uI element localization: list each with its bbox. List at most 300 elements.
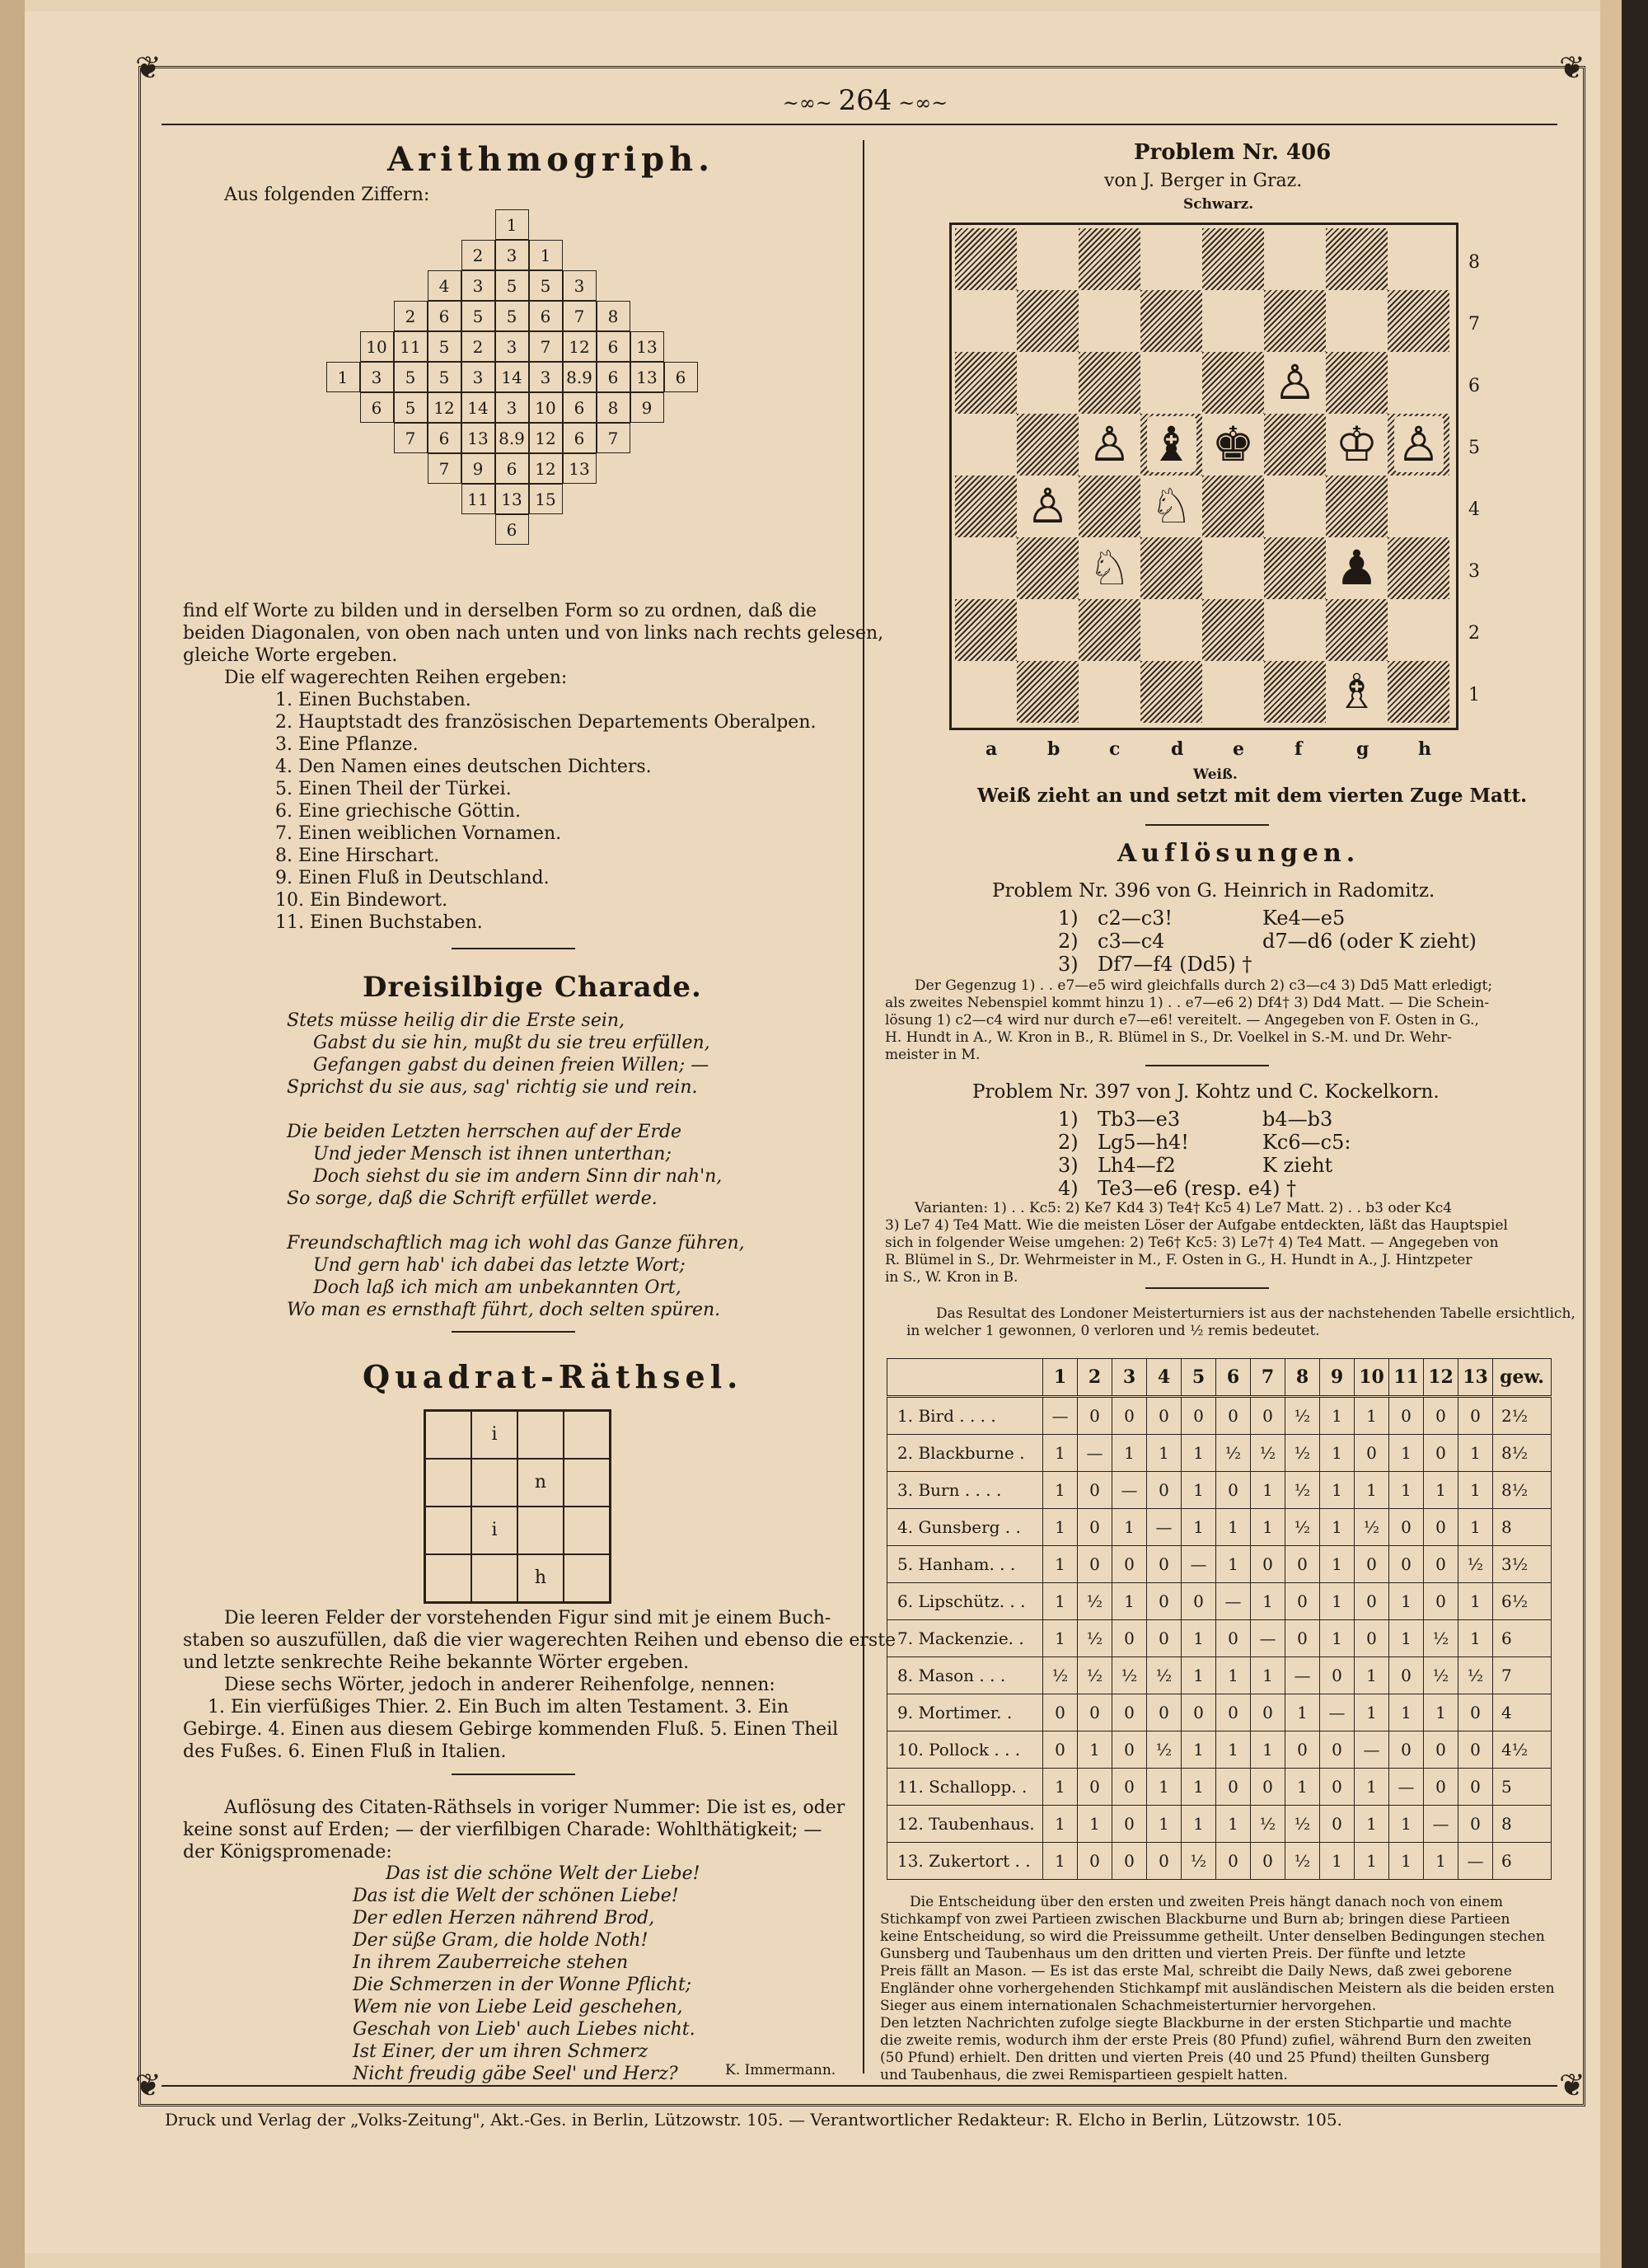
result-cell: 0 (1147, 1694, 1182, 1731)
result-cell: 0 (1458, 1731, 1493, 1769)
result-cell: 0 (1112, 1769, 1147, 1806)
chess-piece-icon (1079, 537, 1140, 599)
result-cell: 1 (1424, 1472, 1458, 1509)
column-header: 5 (1182, 1359, 1216, 1397)
quadrat-cell: n (517, 1459, 564, 1507)
p396-title: Problem Nr. 396 von G. Heinrich in Radomitz. (992, 880, 1435, 902)
board-square (955, 476, 1017, 537)
text-line: Diese sechs Wörter, jedoch in anderer Reihenfolge, nennen: (224, 1675, 775, 1695)
board-square (1079, 661, 1140, 723)
results-table (887, 1358, 1552, 1880)
text-line: 1. Ein vierfüßiges Thier. 2. Ein Buch im alten Testament. 3. Ein (208, 1697, 789, 1717)
result-cell: 1 (1320, 1583, 1355, 1620)
charade-poem (287, 1010, 745, 1343)
result-cell: 1 (1043, 1843, 1078, 1880)
result-cell: ½ (1285, 1435, 1320, 1472)
rank-label: 6 (1468, 376, 1480, 396)
section-rule (452, 1331, 575, 1333)
board-square (1388, 661, 1449, 723)
player-name: 11. Schallopp. . (887, 1769, 1043, 1806)
white-move: c2—c3! (1098, 907, 1173, 930)
board-square (1202, 476, 1264, 537)
file-label: c (1109, 738, 1121, 760)
result-cell: 0 (1182, 1694, 1216, 1731)
board-square (1202, 599, 1264, 661)
result-cell: 1 (1182, 1509, 1216, 1546)
result-cell: 0 (1355, 1583, 1389, 1620)
list-item: 10. Ein Bindewort. (275, 890, 448, 911)
chess-piece-icon (1017, 476, 1079, 537)
result-cell: 1 (1112, 1583, 1147, 1620)
result-cell: 1 (1251, 1657, 1285, 1694)
diamond-cell: 6 (360, 392, 394, 423)
result-cell: ½ (1355, 1509, 1389, 1546)
result-cell: ½ (1043, 1657, 1078, 1694)
score-cell: 6 (1493, 1620, 1552, 1657)
table-row (887, 1509, 1552, 1546)
quadrat-cell (564, 1554, 610, 1602)
diamond-cell: 11 (394, 331, 428, 362)
next-page-edge (1600, 0, 1648, 2268)
text-line: Auflösung des Citaten-Räthsels in voriger Nummer: Die ist es, oder (224, 1797, 845, 1818)
list-item: 1. Einen Buchstaben. (275, 690, 471, 710)
list-item: 4. Den Namen eines deutschen Dichters. (275, 757, 652, 777)
table-row (887, 1769, 1552, 1806)
text-line: beiden Diagonalen, von oben nach unten und von links nach rechts gelesen, (183, 623, 884, 644)
arithmogriph-list (275, 689, 816, 934)
result-cell: 1 (1216, 1731, 1251, 1769)
note-line: R. Blümel in S., Dr. Wehrmeister in M., F. Osten in G., H. Hundt in A., J. Hintzpeter (885, 1252, 1472, 1268)
result-cell: 1 (1355, 1769, 1389, 1806)
result-cell: 0 (1424, 1731, 1458, 1769)
score-cell: 8½ (1493, 1435, 1552, 1472)
result-cell: 1 (1043, 1509, 1078, 1546)
result-cell: ½ (1078, 1620, 1112, 1657)
chess-piece-icon (1264, 352, 1326, 414)
score-cell: 6 (1493, 1843, 1552, 1880)
list-item: 11. Einen Buchstaben. (275, 912, 483, 933)
result-cell: 0 (1078, 1843, 1112, 1880)
poem-line: Nicht freudig gäbe Seel' und Herz? (353, 2064, 678, 2084)
result-cell: 1 (1389, 1583, 1424, 1620)
diamond-cell: 6 (563, 392, 597, 423)
move-row (1058, 907, 1477, 930)
corner-ornament-icon: ❦ (1559, 49, 1585, 86)
note-line: 3) Le7 4) Te4 Matt. Wie die meisten Löser der Aufgabe entdeckten, läßt das Hauptspiel (885, 1217, 1508, 1234)
result-cell: 1 (1424, 1843, 1458, 1880)
koenigspromenade-poem (353, 1863, 700, 2085)
result-cell: 1 (1043, 1546, 1078, 1583)
board-square (1017, 290, 1079, 352)
quadrat-grid (424, 1409, 611, 1604)
chess-piece-icon (1140, 414, 1202, 476)
table-row (887, 1657, 1552, 1694)
result-cell: — (1355, 1731, 1389, 1769)
piece-glyph: ♚ (1209, 416, 1258, 472)
result-cell: ½ (1112, 1657, 1147, 1694)
chess-piece-icon (1326, 414, 1388, 476)
section-rule (1145, 824, 1269, 826)
note-line: als zweites Nebenspiel kommt hinzu 1) . . e7—e6 2) Df4† 3) Dd4 Matt. — Die Schein- (885, 995, 1490, 1011)
note-line: (50 Pfund) erhielt. Den dritten und vierten Preis (40 und 25 Pfund) theilten Gunsberg (880, 2050, 1490, 2066)
board-square (1017, 352, 1079, 414)
quadrat-cell (425, 1554, 471, 1602)
diamond-cell: 9 (630, 392, 664, 423)
arithmogriph-intro: Aus folgenden Ziffern: (224, 185, 430, 205)
text-line: Die leeren Felder der vorstehenden Figur sind mit je einem Buch- (224, 1608, 831, 1628)
white-move: Lg5—h4! (1098, 1131, 1189, 1154)
result-cell: 0 (1285, 1583, 1320, 1620)
diamond-cell: 10 (360, 331, 394, 362)
result-cell: 0 (1285, 1620, 1320, 1657)
black-move: Kc6—c5: (1262, 1131, 1351, 1154)
result-cell: ½ (1285, 1843, 1320, 1880)
move-row (1058, 1108, 1351, 1131)
result-cell: 0 (1182, 1583, 1216, 1620)
diamond-cell: 7 (529, 331, 563, 362)
table-header-row (887, 1359, 1552, 1397)
result-cell: 0 (1112, 1546, 1147, 1583)
diamond-cell: 12 (529, 423, 563, 453)
p396-moves (1058, 907, 1477, 976)
result-cell: 1 (1320, 1546, 1355, 1583)
diamond-cell: 5 (428, 331, 461, 362)
score-cell: 5 (1493, 1769, 1552, 1806)
diamond-cell: 6 (664, 362, 698, 392)
score-cell: 2½ (1493, 1397, 1552, 1435)
sum-header: gew. (1493, 1359, 1552, 1397)
list-item: 8. Eine Hirschart. (275, 846, 440, 866)
result-cell: 0 (1251, 1397, 1285, 1435)
move-number: 1) (1058, 907, 1079, 930)
text-line: und letzte senkrechte Reihe bekannte Wörter ergeben. (183, 1652, 690, 1673)
quadrat-cell: h (517, 1554, 564, 1602)
section-rule (1145, 1287, 1269, 1289)
table-row (887, 1806, 1552, 1843)
result-cell: — (1389, 1769, 1424, 1806)
result-cell: — (1216, 1583, 1251, 1620)
result-cell: 1 (1355, 1806, 1389, 1843)
list-item: 6. Eine griechische Göttin. (275, 801, 521, 822)
stanza-gap (287, 1210, 745, 1232)
tournament-intro (906, 1305, 1575, 1340)
note-line: Varianten: 1) . . Kc5: 2) Ke7 Kd4 3) Te4† Kc5 4) Le7 Matt. 2) . . b3 oder Kc4 (915, 1200, 1453, 1216)
column-header: 1 (1043, 1359, 1078, 1397)
result-cell: 1 (1216, 1657, 1251, 1694)
column-header: 6 (1216, 1359, 1251, 1397)
result-cell: 1 (1355, 1472, 1389, 1509)
diamond-cell: 1 (326, 362, 360, 392)
result-cell: 0 (1216, 1472, 1251, 1509)
move-row (1058, 1131, 1351, 1154)
column-header: 9 (1320, 1359, 1355, 1397)
piece-glyph: ♙ (1085, 416, 1135, 472)
board-square (955, 661, 1017, 723)
diamond-cell: 13 (563, 453, 597, 484)
poem-line: Sprichst du sie aus, sag' richtig sie und rein. (287, 1077, 698, 1098)
chess-piece-icon (1326, 661, 1388, 723)
board-square (1264, 599, 1326, 661)
poem-line: Der edlen Herzen nährend Brod, (353, 1908, 655, 1928)
piece-glyph: ♟ (1332, 540, 1382, 596)
diamond-cell: 2 (394, 301, 428, 331)
file-label: d (1171, 738, 1184, 760)
poem-author: K. Immermann. (725, 2062, 836, 2078)
result-cell: 1 (1182, 1620, 1216, 1657)
poem-line: Das ist die schöne Welt der Liebe! (386, 1863, 700, 1884)
result-cell: ½ (1147, 1731, 1182, 1769)
diamond-cell: 13 (461, 423, 495, 453)
diamond-cell: 3 (529, 362, 563, 392)
result-cell: 0 (1424, 1509, 1458, 1546)
column-header: 4 (1147, 1359, 1182, 1397)
footer-rule (162, 2085, 1557, 2087)
result-cell: 1 (1320, 1509, 1355, 1546)
result-cell: 1 (1320, 1397, 1355, 1435)
result-cell: 1 (1424, 1694, 1458, 1731)
poem-line: So sorge, daß die Schrift erfüllet werde. (287, 1188, 658, 1209)
result-cell: 0 (1078, 1509, 1112, 1546)
board-square (1017, 661, 1079, 723)
piece-glyph: ♝ (1147, 416, 1196, 472)
table-row (887, 1843, 1552, 1880)
result-cell: ½ (1285, 1472, 1320, 1509)
result-cell: 0 (1182, 1397, 1216, 1435)
diamond-cell: 6 (597, 331, 630, 362)
board-square (955, 414, 1017, 476)
result-cell: 0 (1147, 1843, 1182, 1880)
result-cell: 0 (1112, 1694, 1147, 1731)
player-name: 1. Bird . . . . (887, 1397, 1043, 1435)
section-rule (452, 948, 575, 949)
result-cell: 0 (1424, 1435, 1458, 1472)
poem-line: Doch laß ich mich am unbekannten Ort, (313, 1277, 681, 1298)
result-cell: 0 (1424, 1397, 1458, 1435)
text-line: find elf Worte zu bilden und in derselben Form so zu ordnen, daß die (183, 601, 817, 621)
text-line: gleiche Worte ergeben. (183, 645, 398, 666)
diamond-cell: 8 (597, 392, 630, 423)
result-cell: 1 (1112, 1509, 1147, 1546)
text-line: der Königspromenade: (183, 1842, 392, 1863)
rank-label: 3 (1468, 561, 1480, 582)
result-cell: ½ (1285, 1509, 1320, 1546)
board-square (955, 290, 1017, 352)
result-cell: 0 (1424, 1583, 1458, 1620)
player-name: 6. Lipschütz. . . (887, 1583, 1043, 1620)
diamond-cell: 6 (495, 514, 529, 545)
result-cell: 1 (1355, 1843, 1389, 1880)
rank-label: 2 (1468, 623, 1480, 644)
result-cell: ½ (1251, 1435, 1285, 1472)
note-line: lösung 1) c2—c4 wird nur durch e7—e6! vereitelt. — Angegeben von F. Osten in G., (885, 1012, 1479, 1029)
quadrat-cell (517, 1411, 564, 1459)
result-cell: 0 (1147, 1620, 1182, 1657)
move-row (1058, 953, 1477, 976)
result-cell: 0 (1216, 1397, 1251, 1435)
player-name: 9. Mortimer. . (887, 1694, 1043, 1731)
diamond-cell: 14 (461, 392, 495, 423)
board-square (1079, 352, 1140, 414)
piece-glyph: ♙ (1394, 416, 1444, 472)
player-name: 4. Gunsberg . . (887, 1509, 1043, 1546)
board-square (1140, 537, 1202, 599)
result-cell: 1 (1320, 1435, 1355, 1472)
result-cell: 0 (1389, 1731, 1424, 1769)
problem-caption: Weiß zieht an und setzt mit dem vierten Zuge Matt. (977, 785, 1528, 807)
board-square (1264, 661, 1326, 723)
result-cell: — (1424, 1806, 1458, 1843)
chess-piece-icon (1326, 537, 1388, 599)
board-square (1202, 290, 1264, 352)
table-row (887, 1397, 1552, 1435)
result-cell: 1 (1182, 1769, 1216, 1806)
diamond-cell: 6 (597, 362, 630, 392)
move-row (1058, 930, 1477, 953)
board-square (1017, 599, 1079, 661)
note-line: Sieger aus einem internationalen Schachmeisterturnier hervorgehen. (880, 1998, 1377, 2014)
result-cell: ½ (1424, 1657, 1458, 1694)
board-square (1202, 228, 1264, 290)
move-row (1058, 1154, 1351, 1177)
board-square (1140, 290, 1202, 352)
move-number: 1) (1058, 1108, 1079, 1131)
diamond-cell: 11 (461, 484, 495, 514)
file-label: g (1356, 738, 1369, 760)
result-cell: 1 (1147, 1435, 1182, 1472)
result-cell: ½ (1216, 1435, 1251, 1472)
column-header: 8 (1285, 1359, 1320, 1397)
diamond-cell: 1 (495, 209, 529, 240)
list-item: 3. Eine Pflanze. (275, 734, 419, 755)
diamond-cell: 1 (529, 240, 563, 270)
result-cell: 1 (1320, 1843, 1355, 1880)
poem-line: Wo man es ernsthaft führt, doch selten spüren. (287, 1300, 721, 1320)
text-line: staben so auszufüllen, daß die vier wagerechten Reihen und ebenso die erste (183, 1630, 897, 1651)
result-cell: 0 (1424, 1769, 1458, 1806)
text-line: Die elf wagerechten Reihen ergeben: (224, 668, 568, 688)
page-number: ~∞~ 264 ~∞~ (782, 84, 948, 117)
result-cell: 1 (1182, 1435, 1216, 1472)
result-cell: 1 (1216, 1546, 1251, 1583)
diamond-cell: 6 (563, 423, 597, 453)
solution-text (183, 1797, 845, 1863)
result-cell: 1 (1182, 1806, 1216, 1843)
board-square (1079, 599, 1140, 661)
score-cell: 7 (1493, 1657, 1552, 1694)
quadrat-title: Quadrat-Räthsel. (363, 1358, 743, 1395)
player-name: 5. Hanham. . . (887, 1546, 1043, 1583)
result-cell: 0 (1285, 1546, 1320, 1583)
result-cell: 1 (1147, 1806, 1182, 1843)
poem-line: Doch siehst du sie im andern Sinn dir nah'n, (313, 1166, 723, 1187)
result-cell: 0 (1112, 1843, 1147, 1880)
result-cell: — (1078, 1435, 1112, 1472)
result-cell: 0 (1355, 1620, 1389, 1657)
result-cell: 0 (1112, 1806, 1147, 1843)
problem-title: Problem Nr. 406 (1134, 140, 1332, 165)
result-cell: 1 (1389, 1435, 1424, 1472)
rank-label: 1 (1468, 685, 1480, 705)
list-item: 9. Einen Fluß in Deutschland. (275, 868, 550, 888)
diamond-cell: 5 (394, 362, 428, 392)
white-move: Df7—f4 (Dd5) † (1098, 953, 1252, 976)
file-label: f (1295, 738, 1303, 760)
result-cell: 0 (1147, 1397, 1182, 1435)
diamond-cell: 4 (428, 270, 461, 301)
result-cell: — (1285, 1657, 1320, 1694)
player-name: 8. Mason . . . (887, 1657, 1043, 1694)
note-line: Stichkampf von zwei Partieen zwischen Blackburne und Burn ab; bringen diese Partieen (880, 1911, 1510, 1928)
white-move: Te3—e6 (resp. e4) † (1098, 1177, 1297, 1200)
diamond-cell: 15 (529, 484, 563, 514)
white-move: Lh4—f2 (1098, 1154, 1176, 1177)
file-label: b (1047, 738, 1060, 760)
result-cell: ½ (1458, 1657, 1493, 1694)
board-square (1388, 476, 1449, 537)
result-cell: 1 (1078, 1731, 1112, 1769)
result-cell: ½ (1285, 1806, 1320, 1843)
white-move: c3—c4 (1098, 930, 1165, 953)
score-cell: 8 (1493, 1806, 1552, 1843)
result-cell: 1 (1182, 1472, 1216, 1509)
result-cell: 0 (1389, 1397, 1424, 1435)
table-row (887, 1583, 1552, 1620)
piece-glyph: ♘ (1085, 540, 1135, 596)
result-cell: 0 (1216, 1620, 1251, 1657)
note-line: in welcher 1 gewonnen, 0 verloren und ½ remis bedeutet. (906, 1323, 1320, 1339)
board-square (955, 599, 1017, 661)
result-cell: 0 (1389, 1509, 1424, 1546)
result-cell: 1 (1320, 1472, 1355, 1509)
player-name: 13. Zukertort . . (887, 1843, 1043, 1880)
board-square (1388, 290, 1449, 352)
result-cell: 0 (1216, 1769, 1251, 1806)
quadrat-cell (425, 1459, 471, 1507)
result-cell: — (1112, 1472, 1147, 1509)
result-cell: 0 (1078, 1397, 1112, 1435)
list-item: 5. Einen Theil der Türkei. (275, 779, 512, 799)
result-cell: 0 (1355, 1546, 1389, 1583)
column-header: 13 (1458, 1359, 1493, 1397)
result-cell: 1 (1182, 1731, 1216, 1769)
result-cell: 1 (1389, 1806, 1424, 1843)
player-name: 10. Pollock . . . (887, 1731, 1043, 1769)
result-cell: 0 (1320, 1731, 1355, 1769)
diamond-cell: 6 (495, 453, 529, 484)
board-square (1140, 228, 1202, 290)
board-square (955, 228, 1017, 290)
poem-line: Und gern hab' ich dabei das letzte Wort; (313, 1255, 686, 1276)
note-line: Gunsberg und Taubenhaus um den dritten und vierten Preis. Der fünfte und letzte (880, 1946, 1466, 1962)
list-item: 7. Einen weiblichen Vornamen. (275, 823, 562, 844)
poem-line: Ist Einer, der um ihren Schmerz (353, 2041, 648, 2062)
result-cell: 0 (1112, 1620, 1147, 1657)
board-square (1140, 661, 1202, 723)
piece-glyph: ♙ (1023, 478, 1073, 534)
result-cell: 0 (1251, 1843, 1285, 1880)
column-header: 3 (1112, 1359, 1147, 1397)
board-square (1264, 228, 1326, 290)
diamond-cell: 14 (495, 362, 529, 392)
result-cell: 0 (1458, 1769, 1493, 1806)
result-cell: 0 (1043, 1694, 1078, 1731)
poem-line: Freundschaftlich mag ich wohl das Ganze führen, (287, 1233, 745, 1253)
result-cell: 0 (1147, 1546, 1182, 1583)
header-blank (887, 1359, 1043, 1397)
diamond-cell: 8.9 (495, 423, 529, 453)
board-square (1326, 476, 1388, 537)
arithmogriph-text (183, 600, 883, 689)
